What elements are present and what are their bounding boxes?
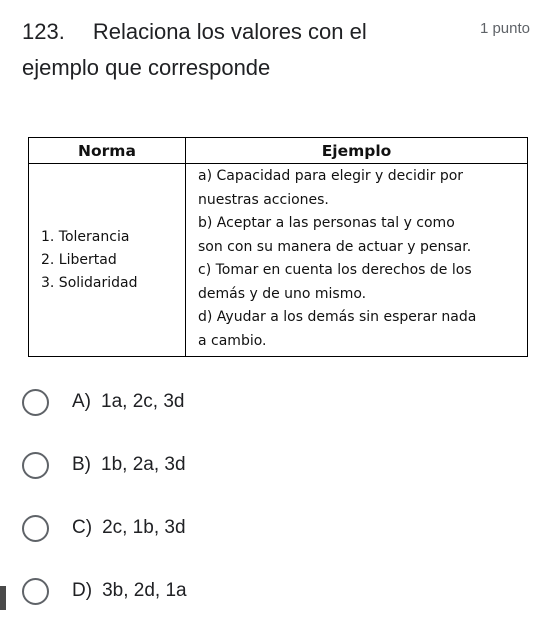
radio-circle-icon[interactable] bbox=[22, 578, 49, 605]
option-b[interactable] bbox=[20, 443, 320, 487]
norm-item: 2. Libertad bbox=[41, 251, 117, 268]
option-a[interactable] bbox=[20, 380, 320, 424]
example-line: d) Ayudar a los demás sin esperar nada bbox=[198, 309, 477, 325]
radio-circle-icon[interactable] bbox=[22, 389, 49, 416]
header-ejemplo: Ejemplo bbox=[186, 138, 528, 164]
option-text: 1a, 2c, 3d bbox=[101, 391, 185, 412]
option-letter: C) bbox=[72, 517, 93, 538]
option-text: 2c, 1b, 3d bbox=[102, 517, 186, 538]
question-image-table bbox=[28, 137, 528, 357]
norms-cell bbox=[29, 164, 186, 357]
example-line: a cambio. bbox=[198, 332, 267, 349]
option-text: 3b, 2d, 1a bbox=[102, 580, 187, 601]
header-norma: Norma bbox=[29, 138, 186, 164]
example-line: c) Tomar en cuenta los derechos de los bbox=[198, 262, 472, 278]
example-line: nuestras acciones. bbox=[198, 191, 329, 208]
example-line: b) Aceptar a las personas tal y como bbox=[198, 215, 455, 231]
norm-item: 3. Solidaridad bbox=[41, 274, 138, 291]
example-line: a) Capacidad para elegir y decidir por bbox=[198, 168, 464, 184]
question-number: 123. bbox=[22, 19, 65, 44]
question-text: Relaciona los valores con el ejemplo que corresponde bbox=[22, 19, 367, 80]
focus-indicator-bar bbox=[0, 586, 6, 610]
norm-item: 1. Tolerancia bbox=[41, 228, 130, 245]
question-title bbox=[22, 14, 442, 86]
option-letter: B) bbox=[72, 454, 91, 475]
table-row bbox=[29, 164, 528, 357]
example-line: demás y de uno mismo. bbox=[198, 285, 367, 302]
option-letter: D) bbox=[72, 580, 93, 601]
option-c[interactable] bbox=[20, 506, 320, 550]
examples-cell bbox=[186, 164, 528, 357]
points-label: 1 punto bbox=[479, 20, 530, 37]
option-letter: A) bbox=[72, 391, 91, 412]
example-line: son con su manera de actuar y pensar. bbox=[198, 238, 472, 255]
radio-circle-icon[interactable] bbox=[22, 452, 49, 479]
option-d[interactable] bbox=[20, 569, 320, 613]
option-text: 1b, 2a, 3d bbox=[101, 454, 186, 475]
norms-table bbox=[28, 137, 528, 357]
radio-circle-icon[interactable] bbox=[22, 515, 49, 542]
table-header-row bbox=[29, 138, 528, 164]
